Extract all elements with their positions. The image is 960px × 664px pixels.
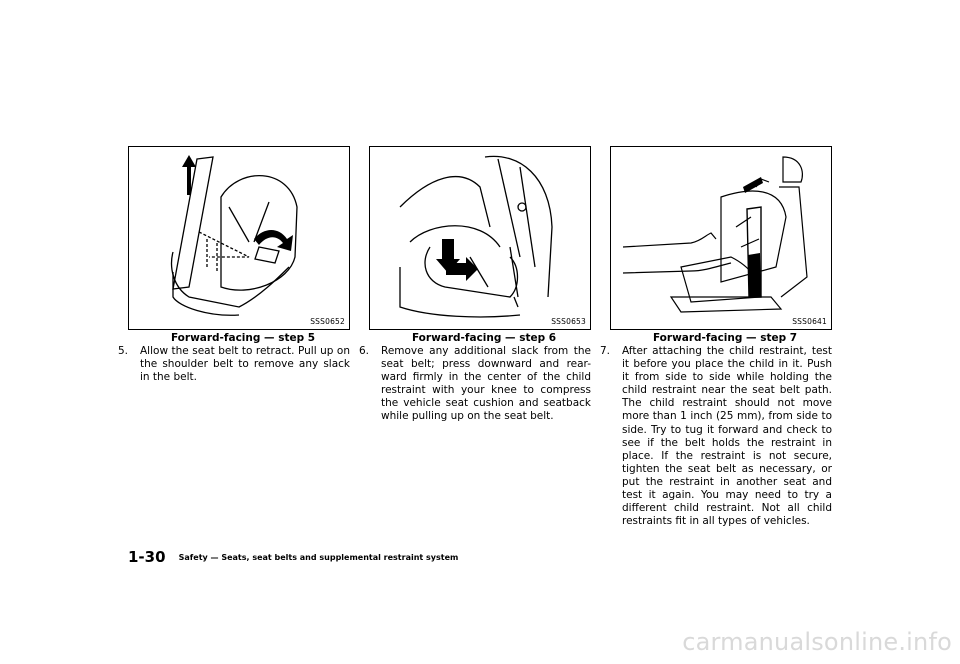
child-seat-illustration-step-6	[370, 147, 591, 330]
column-step-5	[118, 146, 350, 384]
figure-code: SSS0641	[792, 317, 827, 326]
watermark: carmanualsonline.info	[682, 628, 952, 656]
page-number: 1-30	[128, 548, 166, 566]
child-seat-illustration-step-7	[611, 147, 832, 330]
section-title: Safety — Seats, seat belts and supplemental restraint system	[178, 553, 459, 562]
figure-step-7	[610, 146, 832, 330]
step-text: After attaching the child restraint, test it before you place the child in it. Push it from side to side while holding the child restraint near the seat belt path. The child restraint should not move more than 1 inch (25 mm), from side to side. Try to tug it forward and check to see if the belt holds the restraint in place. If the restraint is not secure, tighten the seat belt as necessary, or put the restraint in another seat and test it again. You may need to try a different child restraint. Not all child restraints fit in all types of vehicles.	[622, 345, 832, 528]
figure-step-5	[128, 146, 350, 330]
figure-caption: Forward-facing — step 6	[411, 332, 557, 344]
column-step-6	[359, 146, 591, 424]
step-number: 7.	[600, 345, 611, 357]
figure-code: SSS0652	[310, 317, 345, 326]
step-7	[600, 345, 832, 528]
step-text: Remove any additional slack from the seat belt; press downward and rear- ward firmly in the center of the child restraint with your knee to compress the vehicle seat cushion and seatback while pulling up on the seat belt.	[381, 345, 591, 423]
step-number: 5.	[118, 345, 129, 357]
step-5	[118, 345, 350, 384]
figure-caption: Forward-facing — step 7	[652, 332, 798, 344]
step-6	[359, 345, 591, 424]
child-seat-illustration-step-5	[129, 147, 350, 330]
figure-caption: Forward-facing — step 5	[170, 332, 316, 344]
figure-code: SSS0653	[551, 317, 586, 326]
step-text: Allow the seat belt to retract. Pull up on the shoulder belt to remove any slack in the belt.	[140, 345, 350, 384]
page-footer	[128, 547, 458, 566]
figure-step-6	[369, 146, 591, 330]
column-step-7	[600, 146, 832, 528]
step-number: 6.	[359, 345, 370, 357]
